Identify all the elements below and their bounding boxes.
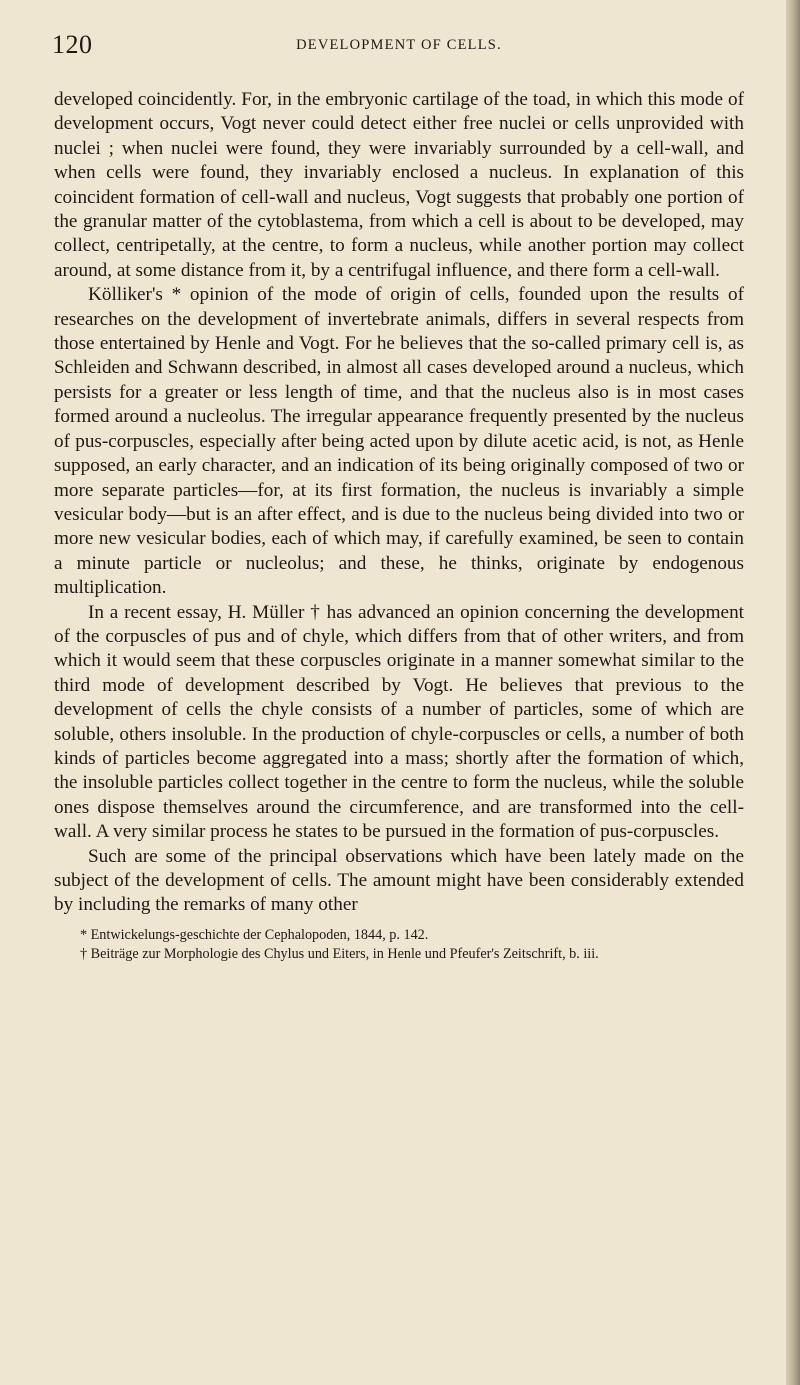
page-number: 120 bbox=[52, 30, 93, 59]
footnote-kolliker: * Entwickelungs-geschichte der Cephalopoden, 1844, p. 142. bbox=[80, 926, 429, 943]
book-page bbox=[54, 30, 744, 964]
page-edge bbox=[786, 0, 800, 1385]
running-title: DEVELOPMENT OF CELLS. bbox=[296, 37, 502, 53]
footnote-muller: † Beiträge zur Morphologie des Chylus und Eiters, in Henle und Pfeufer's Zeitschrift, b. iii. bbox=[80, 945, 599, 962]
paragraph-muller: In a recent essay, H. Müller † has advanced an opinion concerning the development of the corpuscles of pus and of chyle, which differs from that of other writers, and from which it would seem that these corpuscles originate in a manner somewhat similar to the third mode of development described by Vogt. He believes that previous to the development of cells the chyle consists of a number of particles, some of which are soluble, others insoluble. In the production of chyle-corpuscles or cells, a number of both kinds of particles become aggregated into a mass; shortly after the formation of which, the insoluble particles collect together in the centre to form the nucleus, while the soluble ones dispose themselves around the circumference, and are transformed into the cell-wall. A very similar process he states to be pursued in the formation of pus-corpuscles. bbox=[54, 601, 744, 843]
paragraph-continued: developed coincidently. For, in the embryonic cartilage of the toad, in which this mode of development occurs, Vogt never could detect either free nuclei or cells unprovided with nuclei ; when nuclei were found, they were invariably surrounded by a cell-wall, and when cells were found, they invariably enclosed a nucleus. In explanation of this coincident formation of cell-wall and nucleus, Vogt suggests that probably one portion of the granular matter of the cytoblastema, from which a cell is about to be developed, may collect, centripetally, at the centre, to form a nucleus, while another portion may collect around, at some distance from it, by a centrifugal influence, and there form a cell-wall. bbox=[54, 89, 744, 281]
paragraph-summary: Such are some of the principal observations which have been lately made on the subject of the development of cells. The amount might have been considerably extended by including the remarks of many other bbox=[54, 845, 744, 916]
paragraph-kolliker: Kölliker's * opinion of the mode of origin of cells, founded upon the results of researches on the development of invertebrate animals, differs in several respects from those entertained by Henle and Vogt. For he believes that the so-called primary cell is, as Schleiden and Schwann described, in almost all cases developed around a nucleus, which persists for a greater or less length of time, and that the nucleus also is in most cases formed around a nucleolus. The irregular appearance frequently presented by the nucleus of pus-corpuscles, especially after being acted upon by dilute acetic acid, is not, as Henle supposed, an early character, and an indication of its being originally composed of two or more separate particles—for, at its first formation, the nucleus is invariably a simple vesicular body—but is an after effect, and is due to the nucleus being divided into two or more new vesicular bodies, each of which may, if carefully examined, be seen to contain a minute particle or nucleolus; and these, he thinks, originate by endogenous multiplication. bbox=[54, 284, 744, 599]
footnotes bbox=[54, 926, 744, 964]
page-header bbox=[54, 30, 744, 60]
body-text bbox=[54, 88, 744, 918]
